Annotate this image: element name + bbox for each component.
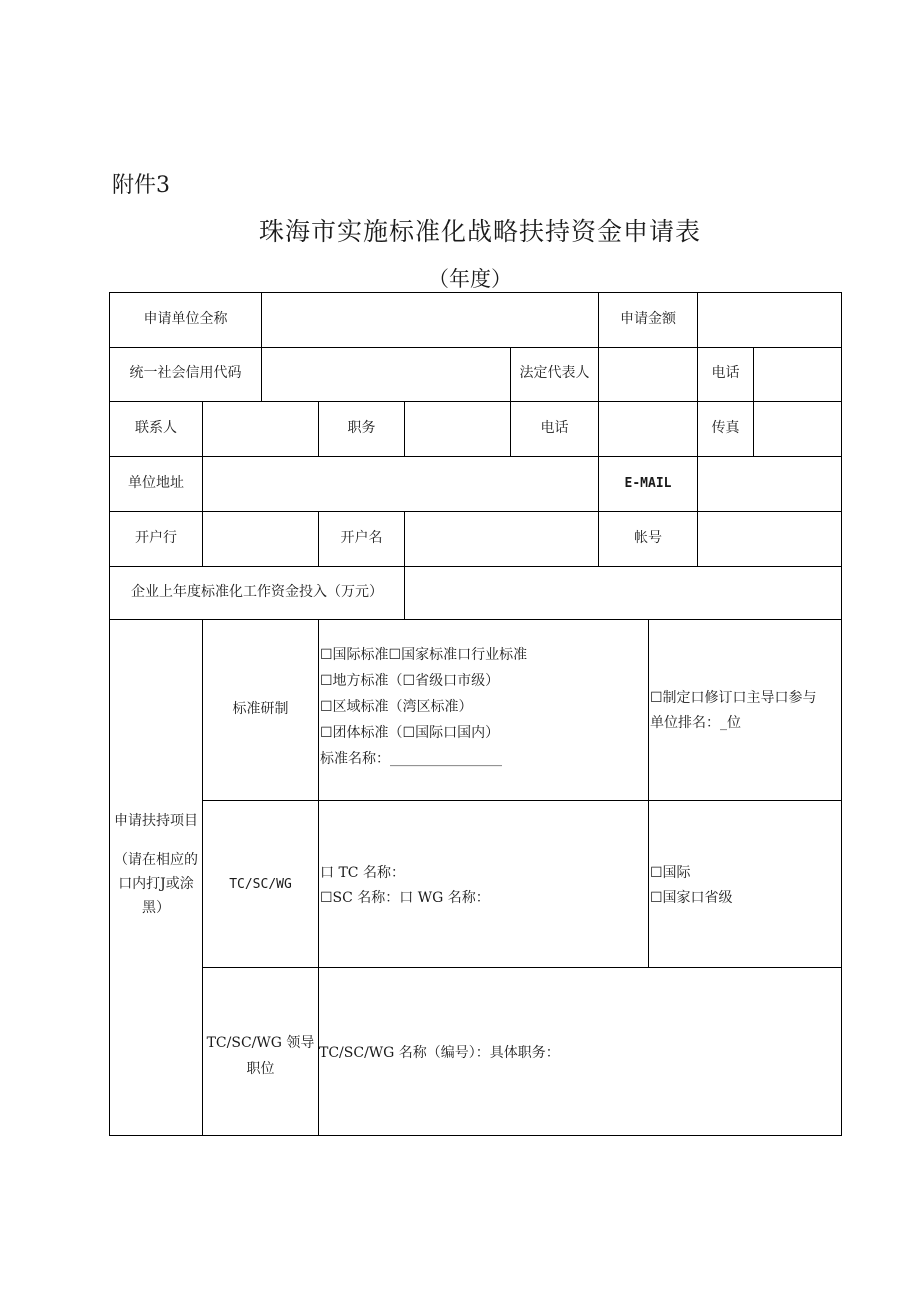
std-option-line[interactable]: ☐区域标准（湾区标准）: [320, 699, 473, 715]
field-applicant-name[interactable]: [262, 300, 598, 345]
label-fax: 传真: [711, 420, 740, 436]
field-contact[interactable]: [203, 406, 318, 451]
field-investment[interactable]: [405, 571, 840, 615]
label-account-no: 帐号: [634, 530, 662, 546]
label-bank: 开户行: [135, 530, 177, 546]
label-applicant-name: 申请单位全称: [143, 311, 228, 327]
std-rank-line[interactable]: 单位排名：_位: [650, 715, 741, 731]
row-divider: [109, 456, 842, 457]
field-legal-rep[interactable]: [599, 352, 697, 397]
row-divider: [109, 401, 842, 402]
label-tc-sc-wg: TC/SC/WG: [229, 877, 292, 892]
label-apply-project: [110, 808, 202, 920]
std-option-line[interactable]: ☐国际标准☐国家标准口行业标准: [320, 647, 528, 663]
label-email: E-MAIL: [624, 476, 672, 491]
form-year: （年度）: [428, 267, 512, 291]
apply-project-note: （请在相应的口内打J或涂黑）: [114, 852, 198, 916]
std-option-line[interactable]: ☐团体标准（☐国际口国内）: [320, 725, 500, 741]
sc-wg-name-line[interactable]: ☐SC 名称：口 WG 名称：: [320, 890, 490, 906]
field-phone[interactable]: [754, 352, 840, 397]
std-name-line[interactable]: 标准名称：________________: [320, 751, 502, 767]
tc-options[interactable]: [320, 861, 490, 911]
apply-project-title: 申请扶持项目: [114, 813, 198, 829]
tc-level-options[interactable]: [650, 861, 733, 911]
label-legal-rep: 法定代表人: [519, 365, 590, 381]
field-address[interactable]: [203, 461, 598, 506]
label-tc-leadership: TC/SC/WG 领导职位: [206, 1035, 315, 1077]
standard-role-options[interactable]: [650, 686, 817, 736]
label-address: 单位地址: [128, 475, 184, 491]
row-divider: [202, 800, 842, 801]
label-phone: 电话: [711, 365, 740, 381]
spacer: [110, 834, 202, 848]
standard-development-options[interactable]: [320, 642, 527, 772]
label-credit-code: 统一社会信用代码: [129, 365, 242, 381]
attachment-label: 附件3: [112, 173, 170, 198]
label-standard-development: 标准研制: [232, 701, 289, 717]
label-amount: 申请金额: [620, 311, 676, 327]
label-position: 职务: [347, 420, 376, 436]
field-credit-code[interactable]: [262, 352, 510, 397]
label-contact: 联系人: [135, 420, 177, 436]
form-title: 珠海市实施标准化战略扶持资金申请表: [258, 217, 701, 246]
label-contact-phone: 电话: [540, 420, 569, 436]
field-contact-phone[interactable]: [599, 406, 697, 451]
field-account-name[interactable]: [405, 516, 598, 561]
tc-level-line[interactable]: ☐国际: [650, 865, 691, 881]
field-bank[interactable]: [203, 516, 318, 561]
row-divider: [109, 511, 842, 512]
tc-level-line[interactable]: ☐国家口省级: [650, 890, 733, 906]
field-position[interactable]: [405, 406, 510, 451]
label-investment: 企业上年度标准化工作资金投入（万元）: [131, 584, 383, 600]
std-role-line[interactable]: ☐制定口修订口主导口参与: [650, 690, 817, 706]
tc-leadership-content[interactable]: TC/SC/WG 名称（编号）：具体职务：: [319, 1045, 560, 1061]
field-fax[interactable]: [754, 406, 840, 451]
col-divider: [648, 619, 649, 967]
row-divider: [109, 619, 842, 620]
row-divider: [202, 967, 842, 968]
field-email[interactable]: [698, 461, 840, 506]
row-divider: [109, 347, 842, 348]
tc-name-line[interactable]: 口 TC 名称：: [320, 865, 405, 881]
std-option-line[interactable]: ☐地方标准（☐省级口市级）: [320, 673, 500, 689]
label-account-name: 开户名: [340, 530, 383, 546]
field-account-no[interactable]: [698, 516, 840, 561]
field-amount[interactable]: [698, 300, 840, 345]
row-divider: [109, 566, 842, 567]
